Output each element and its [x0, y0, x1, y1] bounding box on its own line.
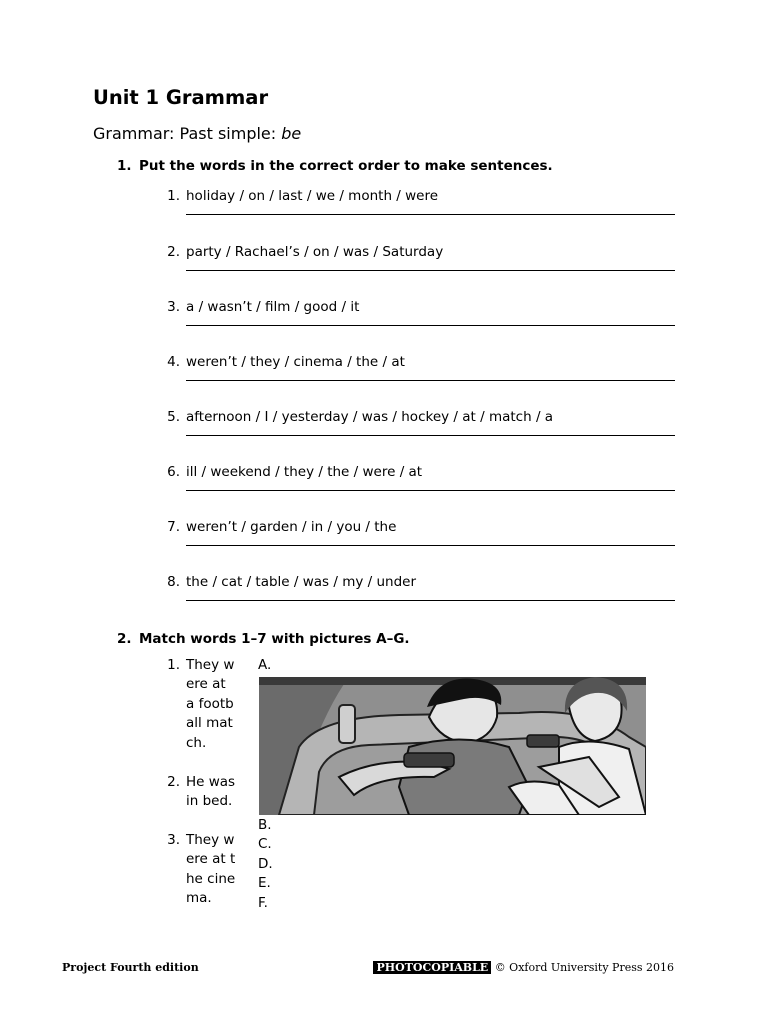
item-words: weren’t / garden / in / you / the [186, 519, 397, 535]
item-number: 6. [167, 464, 180, 480]
match-number: 1. [167, 657, 180, 673]
item-words: ill / weekend / they / the / were / at [186, 464, 423, 480]
exercise-2-heading [117, 631, 410, 647]
picture-a-illustration [259, 677, 646, 815]
answer-line[interactable] [186, 490, 675, 491]
exercise-2-instruction: Match words 1–7 with pictures A–G. [139, 631, 410, 647]
item-words: afternoon / I / yesterday / was / hockey / at / match / a [186, 409, 554, 425]
sentence-item [0, 574, 768, 626]
item-words: the / cat / table / was / my / under [186, 574, 417, 590]
item-number: 5. [167, 409, 180, 425]
sentence-item [0, 244, 768, 296]
sentence-item [0, 519, 768, 571]
video-game-couch-drawing [259, 677, 646, 815]
answer-line[interactable] [186, 325, 675, 326]
picture-letter-b: B. [258, 817, 272, 833]
match-text: They were at the cinema. [186, 832, 236, 907]
sentence-item [0, 299, 768, 351]
match-text: He was in bed. [186, 774, 236, 810]
picture-letter-c: C. [258, 836, 272, 852]
exercise-1-heading [117, 158, 553, 174]
exercise-2-number: 2. [117, 631, 132, 647]
footer-edition: Project Fourth edition [62, 961, 199, 974]
answer-line[interactable] [186, 214, 675, 215]
answer-line[interactable] [186, 435, 675, 436]
exercise-1-instruction: Put the words in the correct order to make sentences. [139, 158, 553, 174]
photocopiable-badge: PHOTOCOPIABLE [373, 961, 491, 974]
item-number: 2. [167, 244, 180, 260]
answer-line[interactable] [186, 270, 675, 271]
item-number: 4. [167, 354, 180, 370]
picture-letter-a: A. [258, 657, 272, 673]
item-words: a / wasn’t / film / good / it [186, 299, 360, 315]
sentence-item [0, 354, 768, 406]
picture-letter-f: F. [258, 895, 268, 911]
subtitle-prefix: Grammar: Past simple: [93, 124, 282, 143]
match-text: They were at a football match. [186, 657, 235, 751]
footer-copyright: © Oxford University Press 2016 [494, 961, 674, 974]
answer-line[interactable] [186, 380, 675, 381]
item-words: holiday / on / last / we / month / were [186, 188, 439, 204]
item-words: party / Rachael’s / on / was / Saturday [186, 244, 444, 260]
sentence-item [0, 409, 768, 461]
match-number: 3. [167, 832, 180, 848]
sentence-item [0, 188, 768, 240]
subtitle-emphasis: be [281, 124, 302, 143]
sentence-item [0, 464, 768, 516]
item-number: 3. [167, 299, 180, 315]
item-number: 8. [167, 574, 180, 590]
footer-copyright-block [373, 961, 674, 974]
picture-letter-d: D. [258, 856, 273, 872]
match-number: 2. [167, 774, 180, 790]
picture-letter-e: E. [258, 875, 271, 891]
page-title: Unit 1 Grammar [93, 86, 269, 109]
answer-line[interactable] [186, 600, 675, 601]
item-number: 7. [167, 519, 180, 535]
answer-line[interactable] [186, 545, 675, 546]
item-words: weren’t / they / cinema / the / at [186, 354, 405, 370]
grammar-subtitle [93, 124, 301, 143]
item-number: 1. [167, 188, 180, 204]
exercise-1-number: 1. [117, 158, 132, 174]
